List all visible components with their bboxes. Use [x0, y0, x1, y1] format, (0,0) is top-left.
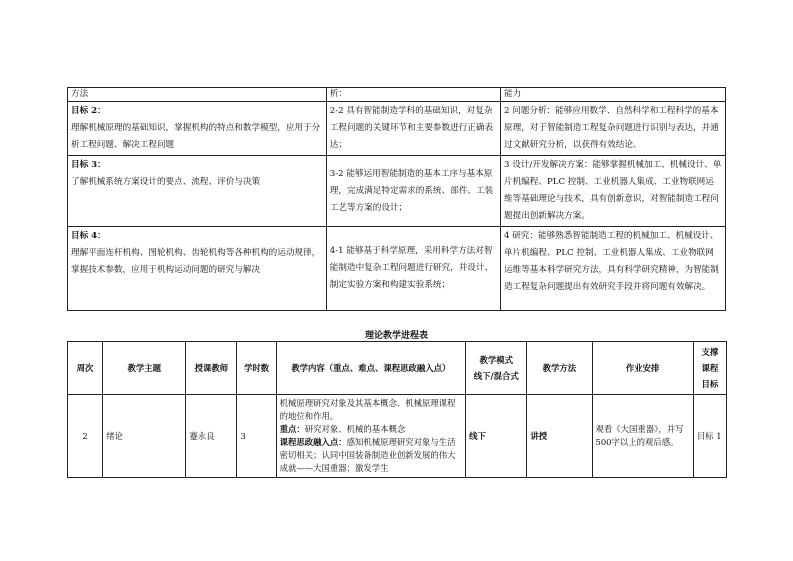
goal-text: 理解平面连杆机构、图轮机构、齿轮机构等各种机构的运动规律，掌握技术参数，应用于机构运动问题的研究与解决 — [71, 248, 321, 275]
key-label: 重点： — [279, 424, 305, 434]
method-cell: 讲授 — [527, 395, 592, 478]
content-cell — [276, 395, 466, 478]
outcome-row-goal-4 — [68, 227, 726, 311]
header-goal — [693, 342, 726, 395]
header-mode-line2: 线下/混合式 — [473, 371, 519, 381]
header-week: 周次 — [68, 342, 103, 395]
goal-cell: 目标 1 — [693, 395, 726, 478]
goal-cell — [68, 102, 327, 156]
outcome-row-goal-3 — [68, 156, 726, 227]
outcome-row-goal-2 — [68, 102, 726, 156]
requirement-cell: 2-2 具有智能制造学科的基础知识，对复杂工程问题的关键环节和主要参数进行正确表达； — [326, 102, 500, 156]
requirement-cell: 3-2 能够运用智能制造的基本工序与基本原理，完成满足特定需求的系统、部件、工装工艺等方案的设计； — [326, 156, 500, 227]
content-intro: 机械原理研究对象及其基本概念、机械原理课程的地位和作用。 — [279, 398, 456, 421]
goal-label: 目标 2： — [71, 106, 106, 116]
week-cell: 2 — [68, 395, 103, 478]
header-content: 教学内容（重点、难点、课程思政融入点） — [276, 342, 466, 395]
goal-label: 目标 3： — [71, 160, 106, 170]
ideology-label: 课程思政融入点： — [279, 437, 347, 447]
header-method: 方法 — [68, 88, 327, 102]
header-analysis: 析： — [326, 88, 500, 102]
header-assignment: 作业安排 — [592, 342, 693, 395]
header-goal-line1: 支撑 — [701, 347, 719, 357]
header-hours: 学时数 — [237, 342, 276, 395]
header-mode — [466, 342, 527, 395]
requirement-cell: 4-1 能够基于科学原理，采用科学方法对智能制造中复杂工程问题进行研究，并设计、制定实验方案和构建实验系统； — [326, 227, 500, 311]
ability-cell: 4 研究：能够熟悉智能制造工程的机械加工、机械设计、单片机编程、PLC 控制、工业机器人集成、工业物联网运维等基本科学研究方法，具有科学研究精神，为智能制造工程复杂问题提出有效研究手段并将问题有效解决。 — [501, 227, 726, 311]
goal-text: 理解机械原理的基础知识，掌握机构的特点和数学模型，应用于分析工程问题、解决工程问题 — [71, 123, 321, 150]
goal-cell — [68, 156, 327, 227]
schedule-header-row — [68, 342, 727, 395]
hours-cell: 3 — [237, 395, 276, 478]
goal-label: 目标 4： — [71, 231, 106, 241]
goal-text: 了解机械系统方案设计的要点、流程、评价与决策 — [71, 177, 261, 187]
header-ability: 能力 — [501, 88, 726, 102]
ability-cell: 3 设计/开发解决方案：能够掌握机械加工、机械设计、单片机编程、PLC 控制、工业机器人集成、工业物联网运维等基础理论与技术，具有创新意识，对智能制造工程问题提出创新解决方案。 — [501, 156, 726, 227]
schedule-row — [68, 395, 727, 478]
outcome-table-header-row — [68, 88, 726, 102]
key-text: 研究对象、机械的基本概念 — [304, 424, 406, 434]
header-method: 教学方法 — [527, 342, 592, 395]
header-mode-line1: 教学模式 — [479, 355, 513, 365]
teaching-schedule-table — [67, 341, 727, 478]
header-goal-line3: 目标 — [701, 379, 719, 389]
outcome-mapping-table — [67, 87, 726, 311]
teacher-cell: 蹇永良 — [186, 395, 237, 478]
schedule-title: 理论教学进程表 — [364, 331, 428, 341]
goal-cell — [68, 227, 327, 311]
mode-cell: 线下 — [466, 395, 527, 478]
header-goal-line2: 课程 — [701, 363, 719, 373]
ability-cell: 2 问题分析：能够应用数学、自然科学和工程科学的基本原理，对于智能制造工程复杂问题进行识别与表达，并通过文献研究分析，以获得有效结论。 — [501, 102, 726, 156]
topic-cell: 绪论 — [103, 395, 186, 478]
assignment-cell: 观看《大国重器》，并写 500字以上的观后感。 — [592, 395, 693, 478]
header-topic: 教学主题 — [103, 342, 186, 395]
ideology-text: 感知机械原理研究对象与生活密切相关；认同中国装备制造业创新发展的伟大成就——大国重器；激发学生 — [279, 437, 456, 473]
header-teacher: 授课教师 — [186, 342, 237, 395]
